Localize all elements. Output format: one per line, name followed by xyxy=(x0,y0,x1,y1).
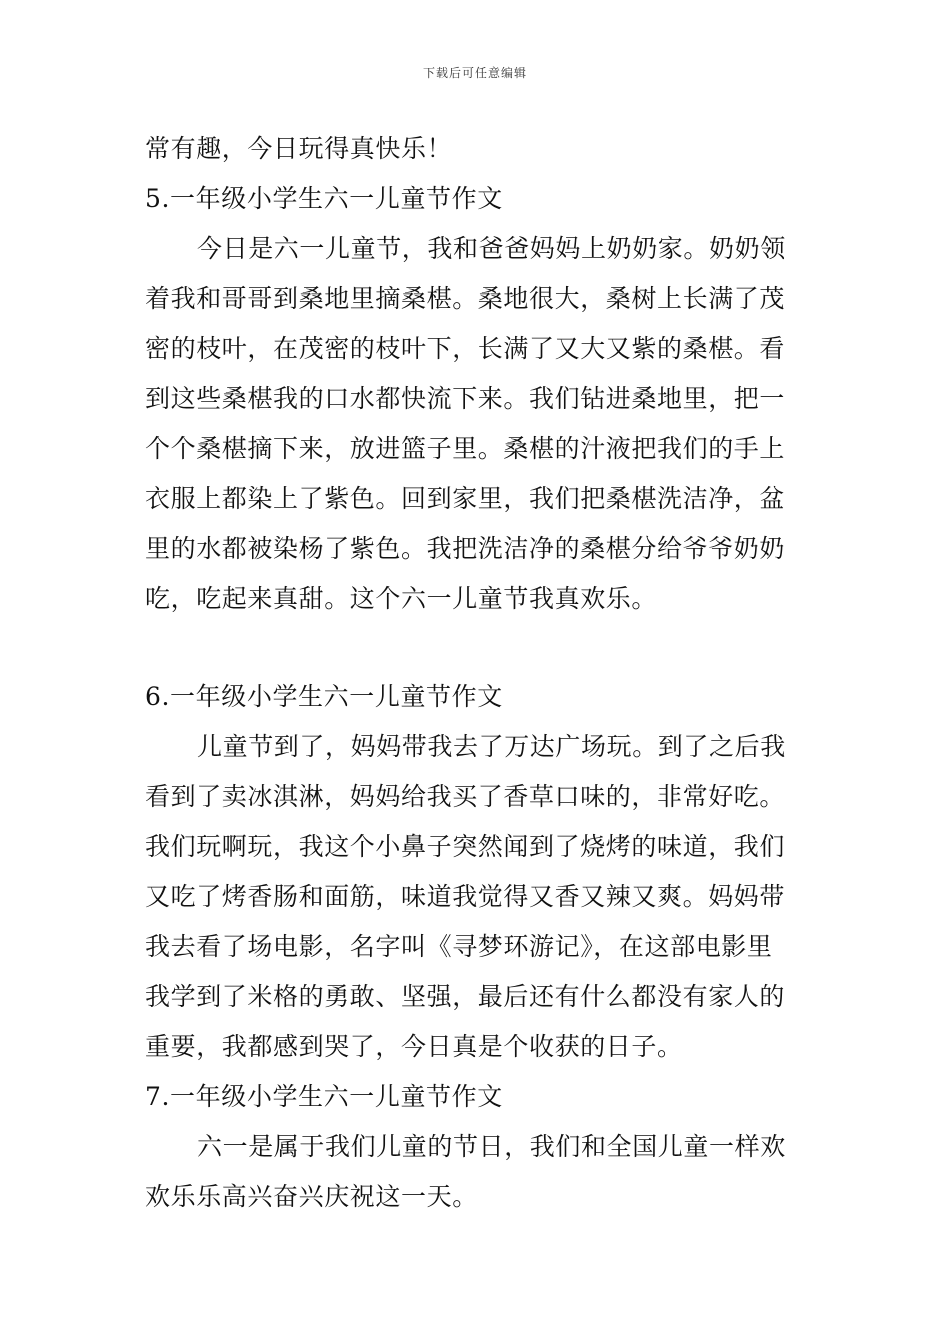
section-7-line: 六一是属于我们儿童的节日，我们和全国儿童一样欢 xyxy=(197,1132,786,1161)
section-5-line: 衣服上都染上了紫色。回到家里，我们把桑椹洗洁净，盆 xyxy=(145,484,786,513)
section-6-line: 我去看了场电影，名字叫《寻梦环游记》，在这部电影里 xyxy=(145,932,773,961)
section-5-line: 密的枝叶，在茂密的枝叶下，长满了又大又紫的桑椹。看 xyxy=(145,334,786,363)
section-5-title: 5.一年级小学生六一儿童节作文 xyxy=(145,184,503,213)
section-6-line: 我学到了米格的勇敢、坚强，最后还有什么都没有家人的 xyxy=(145,982,786,1011)
section-5-line: 里的水都被染杨了紫色。我把洗洁净的桑椹分给爷爷奶奶 xyxy=(145,534,786,563)
section-5-line: 吃，吃起来真甜。这个六一儿童节我真欢乐。 xyxy=(145,584,658,613)
section-4-tail: 常有趣，今日玩得真快乐！ xyxy=(145,134,453,163)
document-body xyxy=(145,124,813,1222)
section-6-line: 重要，我都感到哭了，今日真是个收获的日子。 xyxy=(145,1032,683,1061)
section-5-line: 个个桑椹摘下来，放进篮子里。桑椹的汁液把我们的手上 xyxy=(145,434,786,463)
section-6-line: 又吃了烤香肠和面筋，味道我觉得又香又辣又爽。妈妈带 xyxy=(145,882,786,911)
section-5-line: 着我和哥哥到桑地里摘桑椹。桑地很大，桑树上长满了茂 xyxy=(145,284,786,313)
section-5-line: 今日是六一儿童节，我和爸爸妈妈上奶奶家。奶奶领 xyxy=(197,234,786,263)
section-6-line: 我们玩啊玩，我这个小鼻子突然闻到了烧烤的味道，我们 xyxy=(145,832,786,861)
section-5-line: 到这些桑椹我的口水都快流下来。我们钻进桑地里，把一 xyxy=(145,384,786,413)
page-header: 下载后可任意编辑 xyxy=(422,66,527,80)
section-6-line: 儿童节到了，妈妈带我去了万达广场玩。到了之后我 xyxy=(197,732,786,761)
section-7-title: 7.一年级小学生六一儿童节作文 xyxy=(145,1082,503,1111)
section-7-line: 欢乐乐高兴奋兴庆祝这一天。 xyxy=(145,1182,478,1211)
section-6-line: 看到了卖冰淇淋，妈妈给我买了香草口味的，非常好吃。 xyxy=(145,782,786,811)
section-spacer xyxy=(145,624,813,672)
section-6-title: 6.一年级小学生六一儿童节作文 xyxy=(145,682,503,711)
